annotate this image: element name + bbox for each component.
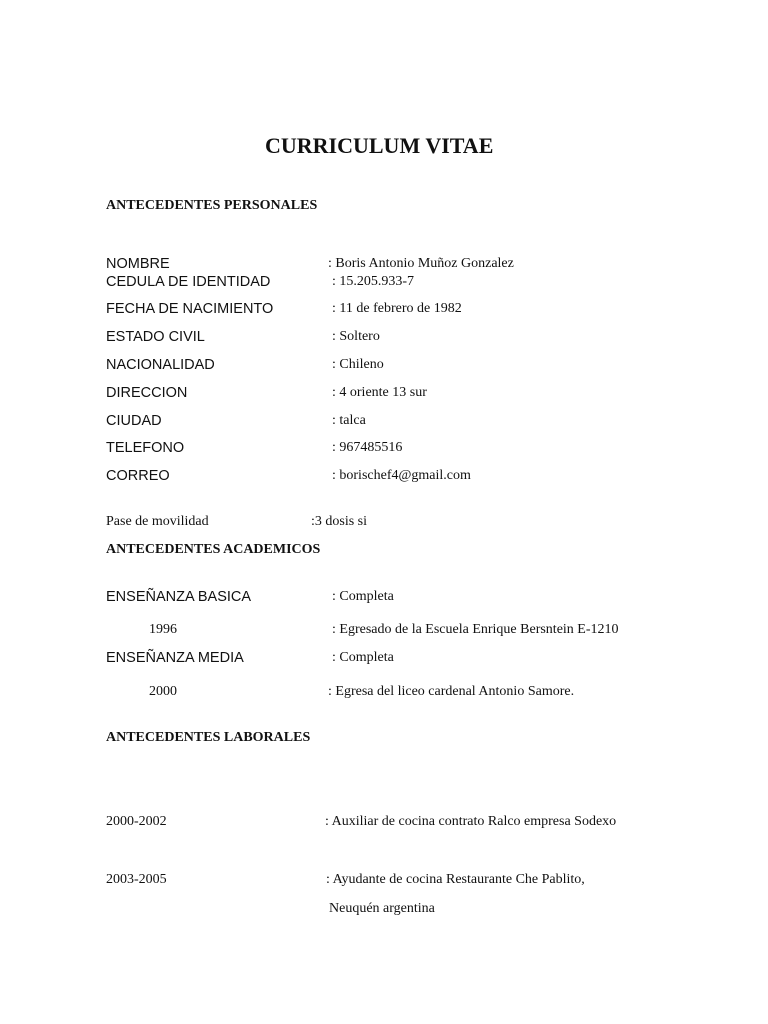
job-detail: : Ayudante de cocina Restaurante Che Pablito, — [326, 872, 585, 887]
value-ciudad: : talca — [332, 413, 366, 428]
value-nombre: : Boris Antonio Muñoz Gonzalez — [328, 256, 514, 271]
section-heading-work: ANTECEDENTES LABORALES — [106, 730, 311, 745]
label-ensenanza-basica: ENSEÑANZA BASICA — [106, 589, 252, 605]
label-estado-civil: ESTADO CIVIL — [106, 329, 205, 345]
section-heading-academic: ANTECEDENTES ACADEMICOS — [106, 542, 321, 557]
label-nacionalidad: NACIONALIDAD — [106, 357, 215, 373]
value-ensenanza-media: : Completa — [332, 650, 394, 665]
label-nombre: NOMBRE — [106, 256, 170, 272]
job-period: 2000-2002 — [106, 814, 167, 829]
value-nacionalidad: : Chileno — [332, 357, 384, 372]
label-cedula: CEDULA DE IDENTIDAD — [106, 274, 271, 290]
label-direccion: DIRECCION — [106, 385, 188, 401]
section-heading-personal: ANTECEDENTES PERSONALES — [106, 198, 318, 213]
label-ensenanza-media: ENSEÑANZA MEDIA — [106, 650, 244, 666]
value-ensenanza-basica: : Completa — [332, 589, 394, 604]
label-ciudad: CIUDAD — [106, 413, 162, 429]
value-estado-civil: : Soltero — [332, 329, 380, 344]
value-direccion: : 4 oriente 13 sur — [332, 385, 427, 400]
value-fecha-nacimiento: : 11 de febrero de 1982 — [332, 301, 462, 316]
year-basica: 1996 — [149, 622, 177, 637]
page-title: CURRICULUM VITAE — [265, 133, 494, 158]
label-correo: CORREO — [106, 468, 170, 484]
label-telefono: TELEFONO — [106, 440, 185, 456]
detail-basica: : Egresado de la Escuela Enrique Bersntein E-1210 — [332, 622, 619, 637]
label-fecha-nacimiento: FECHA DE NACIMIENTO — [106, 301, 274, 317]
label-pase-movilidad: Pase de movilidad — [106, 514, 209, 529]
detail-media: : Egresa del liceo cardenal Antonio Samore. — [328, 684, 575, 699]
value-telefono: : 967485516 — [332, 440, 403, 455]
value-correo: : borischef4@gmail.com — [332, 468, 471, 483]
value-pase-movilidad: :3 dosis si — [311, 514, 368, 529]
value-cedula: : 15.205.933-7 — [332, 274, 415, 289]
job-period: 2003-2005 — [106, 872, 167, 887]
job-detail: : Auxiliar de cocina contrato Ralco empresa Sodexo — [325, 814, 617, 829]
job-detail-continued: Neuquén argentina — [329, 901, 435, 916]
year-media: 2000 — [149, 684, 177, 699]
